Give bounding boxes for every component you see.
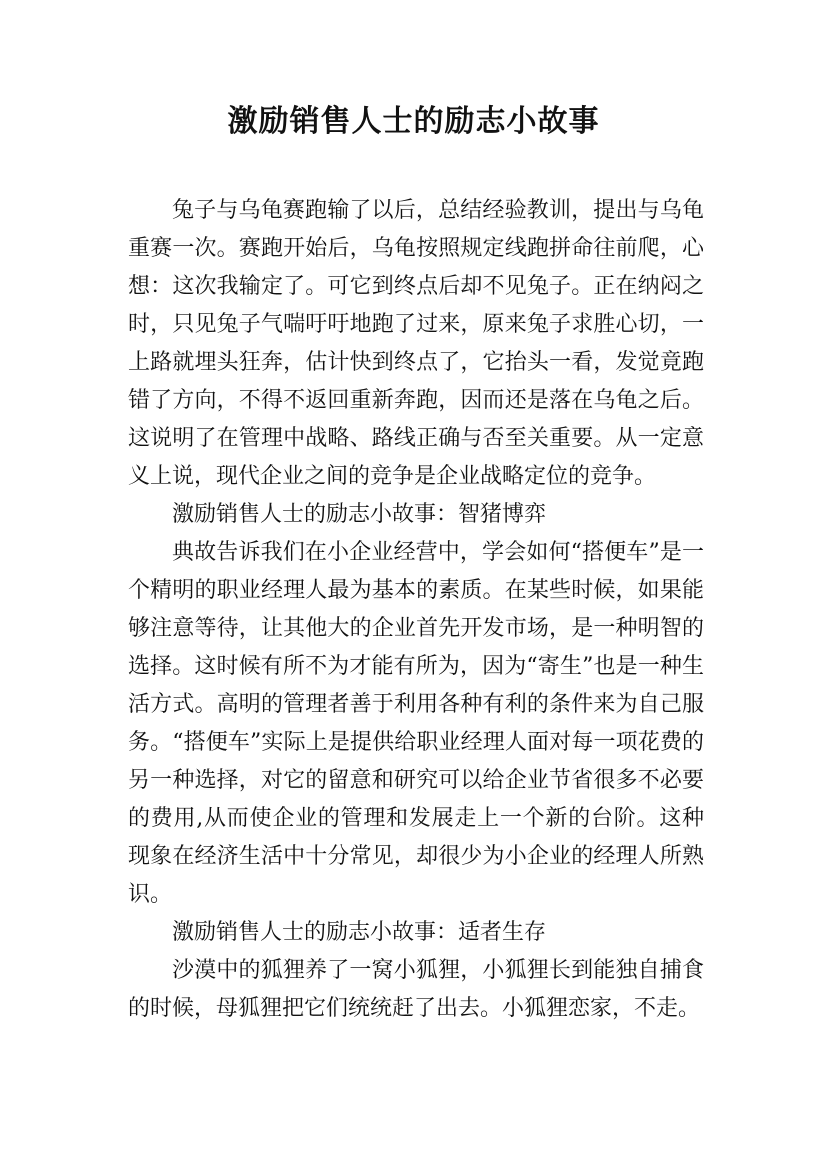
subheading-survival-of-fittest: 激励销售人士的励志小故事：适者生存 bbox=[172, 920, 547, 945]
paragraph-hare-tortoise: 兔子与乌龟赛跑输了以后，总结经验教训，提出与乌龟重赛一次。赛跑开始后，乌龟按照规定线跑拼命往前爬，心想：这次我输定了。可它到终点后却不见兔子。正在纳闷之时，只见兔子气喘吁吁地跑了过来，原来兔子求胜心切，一上路就埋头狂奔，估计快到终点了，它抬头一看，发觉竟跑错了方向，不得不返回重新奔跑，因而还是落在乌龟之后。这说明了在管理中战略、路线正确与否至关重要。从一定意义上说，现代企业之间的竞争是企业战略定位的竞争。 bbox=[128, 198, 704, 489]
document-body bbox=[128, 192, 704, 1028]
paragraph-free-ride: 典故告诉我们在小企业经营中，学会如何“搭便车”是一个精明的职业经理人最为基本的素质。在某些时候，如果能够注意等待，让其他大的企业首先开发市场，是一种明智的选择。这时候有所不为才能有所为，因为“寄生”也是一种生活方式。高明的管理者善于利用各种有利的条件来为自己服务。“搭便车”实际上是提供给职业经理人面对每一项花费的另一种选择，对它的留意和研究可以给企业节省很多不必要的费用,从而使企业的管理和发展走上一个新的台阶。这种现象在经济生活中十分常见，却很少为小企业的经理人所熟识。 bbox=[128, 540, 704, 907]
subheading-smart-pig-game: 激励销售人士的励志小故事：智猪博弈 bbox=[172, 502, 547, 527]
paragraph-desert-fox: 沙漠中的狐狸养了一窝小狐狸，小狐狸长到能独自捕食的时候，母狐狸把它们统统赶了出去。小狐狸恋家，不走。 bbox=[128, 958, 704, 1021]
document-title: 激励销售人士的励志小故事 bbox=[227, 104, 600, 139]
